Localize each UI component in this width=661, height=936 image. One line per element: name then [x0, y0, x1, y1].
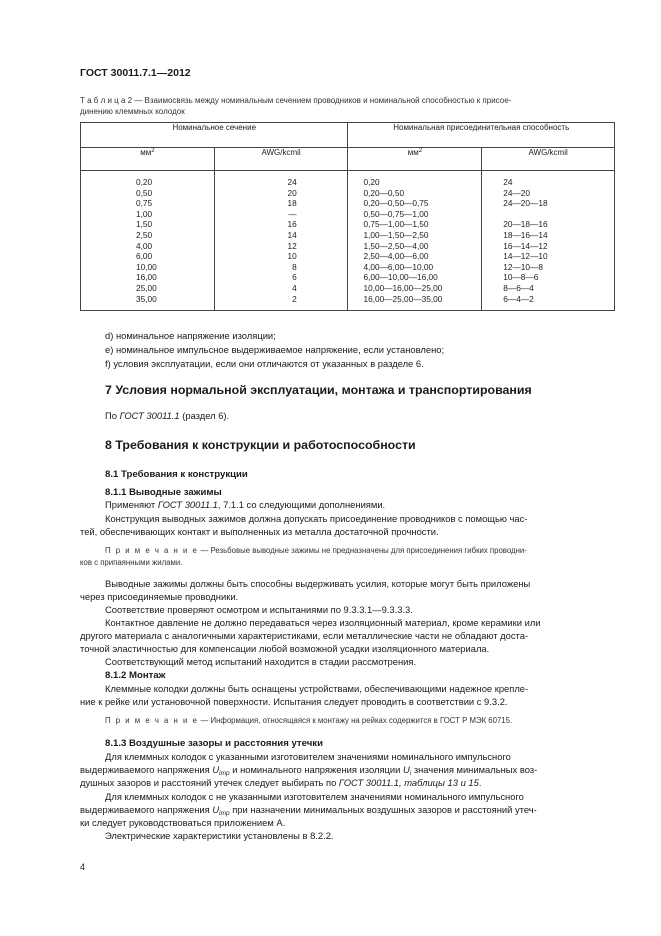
- table-cell: 25,00: [136, 282, 157, 293]
- s812-p1-l2: ние к рейке или установочной поверхности. Испытания следует проводить в соответствии с 9.3.2.: [80, 696, 508, 707]
- table-cell: 4: [292, 282, 297, 293]
- s811-p2-l1: Конструкция выводных зажимов должна допускать присоединение проводников с помощью час-: [105, 513, 528, 524]
- s813-p1-l2: выдерживаемого напряжения $U_{imp}$ и номинального напряжения изоляции $U_i$ значения минимальных воз-: [80, 764, 538, 777]
- conductor-table: [80, 122, 615, 311]
- table-cell: 18: [287, 198, 297, 209]
- s813-p3: Электрические характеристики установлены в 8.2.2.: [105, 830, 334, 841]
- s811-note-l1: П р и м е ч а н и е — Резьбовые выводные зажимы не предназначены для присоединения гибких проводни-: [105, 546, 527, 555]
- column-section-awg: [214, 171, 348, 311]
- caption-line1: — Взаимосвязь между номинальным сечением проводников и номинальной способностью к присое-: [132, 96, 512, 105]
- table-cell: 0,75: [136, 198, 153, 209]
- table-cell: 2: [292, 293, 297, 304]
- table-cell: 14: [287, 229, 297, 240]
- table-cell: 16—14—12: [503, 240, 548, 251]
- table-cell: 6,00—10,00—16,00: [363, 272, 438, 283]
- section-8-1-1-heading: 8.1.1 Выводные зажимы: [105, 487, 222, 498]
- s811-p3-l2: через присоединяемые проводники.: [80, 591, 239, 602]
- table-cell: 6,00: [136, 251, 153, 262]
- s811-p5-l1: Контактное давление не должно передаваться через изоляционный материал, кроме керамики или: [105, 617, 541, 628]
- table-cell: 12—10—8: [503, 261, 543, 272]
- s811-p5-l2: другого материала с аналогичными характеристиками, если металлические части не обладают доста-: [80, 630, 529, 641]
- s812-p1-l1: Клеммные колодки должны быть оснащены устройствами, обеспечивающими надежное крепле-: [105, 683, 529, 694]
- caption-prefix: Т а б л и ц а 2: [80, 96, 133, 105]
- s811-p2-l2: тей, обеспечивающих контакт и выполненных из металла достаточной прочности.: [80, 526, 439, 537]
- s811-p5-l3: точной эластичностью для компенсации любой возможной усадки изоляционного материала.: [80, 643, 490, 654]
- table-cell: 6: [292, 272, 297, 283]
- s811-p3-l1: Выводные зажимы должны быть способны выдерживать усилия, которые могут быть приложены: [105, 578, 531, 589]
- page-number: 4: [80, 862, 86, 872]
- s813-p2-l1: Для клеммных колодок с не указанными изготовителем значениями номинального импульсного: [105, 791, 524, 802]
- s813-p2-l3: ки следует руководствоваться приложением А.: [80, 817, 286, 828]
- section-7-text: По ГОСТ 30011.1 (раздел 6).: [105, 410, 230, 421]
- table-cell: 2,50: [136, 229, 153, 240]
- list-item-f: f) условия эксплуатации, если они отличаются от указанных в разделе 6.: [105, 358, 424, 369]
- list-item-d: d) номинальное напряжение изоляции;: [105, 330, 276, 341]
- s811-p4: Соответствие проверяют осмотром и испытаниями по 9.3.3.1—9.3.3.3.: [105, 604, 413, 615]
- table-cell: 0,20—0,50—0,75: [363, 198, 429, 209]
- table-cell: 12: [287, 240, 297, 251]
- s811-p6: Соответствующий метод испытаний находится в стадии рассмотрения.: [105, 656, 417, 667]
- table-cell: 1,50—2,50—4,00: [363, 240, 429, 251]
- s813-p1-l3: душных зазоров и расстояний утечек следует выбирать по ГОСТ 30011.1, таблицы 13 и 15.: [80, 777, 482, 788]
- table-cell: 10,00—16,00—25,00: [363, 282, 443, 293]
- standard-header: ГОСТ 30011.7.1—2012: [80, 67, 191, 79]
- table-cell: 8—6—4: [503, 282, 534, 293]
- header-mm2-b: $мм^2$: [348, 148, 482, 171]
- table-cell: 35,00: [136, 293, 157, 304]
- table-cell: 1,50: [136, 219, 153, 230]
- section-8-1-heading: 8.1 Требования к конструкции: [105, 469, 248, 480]
- section-7-heading: 7 Условия нормальной эксплуатации, монтажа и транспортирования: [105, 383, 532, 397]
- header-connecting-capacity: Номинальная присоединительная способность: [348, 123, 615, 148]
- section-8-heading: 8 Требования к конструкции и работоспособности: [105, 438, 416, 452]
- table-cell: 1,00: [136, 208, 153, 219]
- table-cell: [482, 209, 614, 220]
- column-capacity-awg: [482, 171, 615, 311]
- table-cell: 16,00: [136, 272, 157, 283]
- section-8-1-2-heading: 8.1.2 Монтаж: [105, 670, 166, 681]
- table-cell: 10: [287, 251, 297, 262]
- table-caption: [80, 95, 620, 117]
- header-awg-a: AWG/kcmil: [214, 148, 348, 171]
- table-cell: —: [288, 208, 297, 219]
- table-cell: 0,50: [136, 187, 153, 198]
- table-cell: 0,50—0,75—1,00: [363, 208, 429, 219]
- s813-p2-l2: выдерживаемого напряжения $U_{imp}$ при назначении минимальных воздушных зазоров и расстояний утеч-: [80, 804, 537, 817]
- table-cell: 10—8—6: [503, 272, 539, 283]
- section-8-1-3-heading: 8.1.3 Воздушные зазоры и расстояния утечки: [105, 738, 323, 749]
- table-cell: 0,20: [136, 177, 153, 187]
- table-cell: 20: [287, 187, 297, 198]
- table-cell: 18—16—14: [503, 229, 548, 240]
- table-cell: 20—18—16: [503, 219, 548, 230]
- column-capacity-mm2: [348, 171, 482, 311]
- table-cell: 24: [503, 177, 513, 187]
- table-cell: 0,20—0,50: [363, 187, 405, 198]
- table-cell: 4,00: [136, 240, 153, 251]
- table-cell: 16,00—25,00—35,00: [363, 293, 443, 304]
- s811-note-l2: ков с припаянными жилами.: [80, 558, 183, 567]
- table-cell: 16: [287, 219, 297, 230]
- table-cell: 10,00: [136, 261, 157, 272]
- table-cell: 24—20: [503, 187, 531, 198]
- table-cell: 6—4—2: [503, 293, 534, 304]
- caption-line2: динению клеммных колодок: [80, 107, 185, 116]
- table-cell: 0,75—1,00—1,50: [363, 219, 429, 230]
- s811-p1: Применяют ГОСТ 30011.1, 7.1.1 со следующими дополнениями.: [105, 499, 386, 510]
- table-cell: 8: [292, 261, 297, 272]
- list-item-e: e) номинальное импульсное выдерживаемое напряжение, если установлено;: [105, 344, 445, 355]
- table-cell: 2,50—4,00—6,00: [363, 251, 429, 262]
- column-section-mm2: [81, 171, 215, 311]
- header-awg-b: AWG/kcmil: [482, 148, 615, 171]
- table-cell: 24: [287, 177, 297, 187]
- header-mm2-a: $мм^2$: [81, 148, 215, 171]
- table-cell: 24—20—18: [503, 198, 548, 209]
- s812-note: П р и м е ч а н и е — Информация, относящаяся к монтажу на рейках содержится в ГОСТ Р МЭК 60715.: [105, 716, 513, 725]
- table-cell: 0,20: [363, 177, 380, 187]
- table-cell: 1,00—1,50—2,50: [363, 229, 429, 240]
- table-cell: 4,00—6,00—10,00: [363, 261, 434, 272]
- s813-p1-l1: Для клеммных колодок с указанными изготовителем значениями номинального импульсного: [105, 751, 511, 762]
- header-nominal-section: Номинальное сечение: [81, 123, 348, 148]
- table-cell: 14—12—10: [503, 251, 548, 262]
